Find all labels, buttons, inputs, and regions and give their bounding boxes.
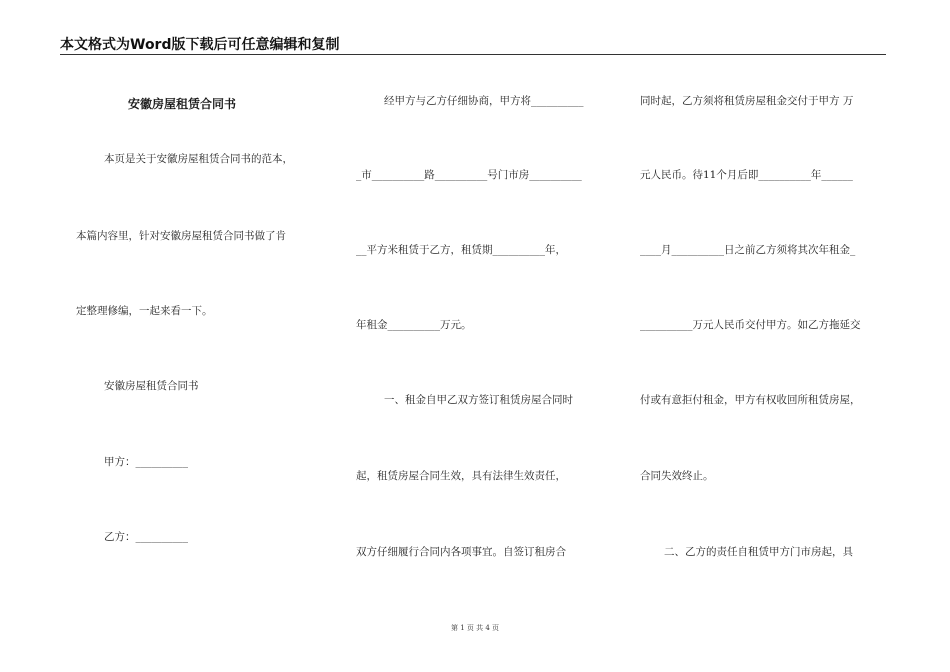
col1-line-3: 定整理修编，一起来看一下。 (76, 305, 213, 317)
col3-line-5: 付或有意拒付租金，甲方有权收回所租赁房屋， (640, 394, 861, 406)
col3-line-7: 二、乙方的责任自租赁甲方门市房起，具 (664, 546, 853, 558)
col2-line-1: 经甲方与乙方仔细协商，甲方将__________ (384, 95, 584, 107)
page-number: 第 1 页 共 4 页 (450, 624, 500, 632)
col3-line-3: ____月__________日之前乙方须将其次年租金_ (640, 244, 856, 256)
document-title: 安徽房屋租赁合同书 (128, 97, 237, 111)
page-header (60, 34, 886, 55)
col1-line-2: 本篇内容里，针对安徽房屋租赁合同书做了肯 (76, 230, 286, 242)
col2-line-4: 年租金__________万元。 (356, 319, 472, 331)
party-b-field: 乙方：__________ (104, 531, 188, 543)
col2-line-2: _市__________路__________号门市房__________ (356, 169, 582, 181)
header-text: 本文格式为Word版下载后可任意编辑和复制 (60, 37, 340, 53)
col2-line-6: 起，租赁房屋合同生效，具有法律生效责任， (356, 470, 566, 482)
col1-line-1: 本页是关于安徽房屋租赁合同书的范本， (104, 153, 293, 165)
col2-line-3: __平方米租赁于乙方，租赁期__________年， (356, 244, 566, 256)
col2-line-5: 一、租金自甲乙双方签订租赁房屋合同时 (384, 394, 573, 406)
col3-line-2: 元人民币。待11个月后即__________年______ (640, 169, 853, 181)
col3-line-6: 合同失效终止。 (640, 470, 714, 482)
col3-line-4: __________万元人民币交付甲方。如乙方拖延交 (640, 319, 861, 331)
col2-line-7: 双方仔细履行合同内各项事宜。自签订租房合 (356, 546, 566, 558)
col1-line-4: 安徽房屋租赁合同书 (104, 380, 199, 392)
party-a-field: 甲方：__________ (104, 456, 188, 468)
col3-line-1: 同时起，乙方须将租赁房屋租金交付于甲方 万 (640, 95, 854, 107)
